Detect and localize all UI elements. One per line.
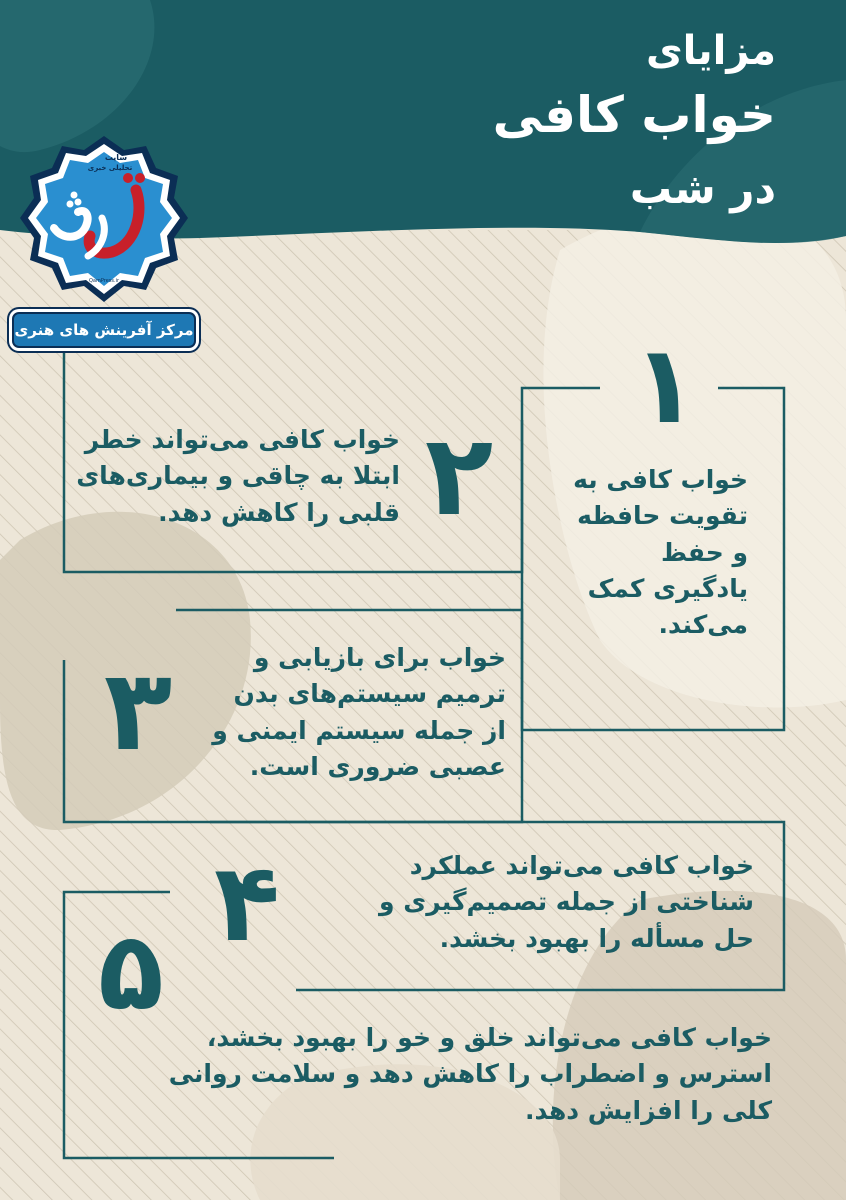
item-5-text [169, 1020, 772, 1129]
item-5-line: کلی را افزایش دهد. [525, 1095, 772, 1125]
item-3-number: ۳ [103, 646, 173, 776]
item-1-line: خواب کافی به [573, 465, 748, 494]
item-1-line: یادگیری کمک [587, 573, 748, 603]
item-5-line: خواب کافی می‌تواند خلق و خو را بهبود بخشد، [206, 1023, 772, 1052]
item-5-line: استرس و اضطراب را کاهش دهد و سلامت روانی [168, 1059, 772, 1089]
item-2-text [76, 422, 400, 531]
item-3-text [212, 640, 506, 785]
item-3-line: خواب برای بازیابی و [253, 643, 506, 672]
item-3-line: عصبی ضروری است. [249, 751, 506, 781]
item-2-number: ۲ [424, 411, 494, 541]
logo-emblem-icon [16, 132, 192, 307]
item-2-line: قلبی را کاهش دهد. [158, 497, 400, 527]
logo-site-text: QamPress.ir [88, 278, 120, 284]
logo-top-text-1: سایت [104, 153, 128, 162]
item-4-text [379, 848, 754, 957]
item-1-line: تقویت حافظه [577, 501, 748, 531]
title-line-1: مزایای [645, 28, 776, 74]
item-4-line: خواب کافی می‌تواند عملکرد [409, 851, 754, 880]
item-5-number: ۵ [98, 909, 164, 1034]
item-4-line: شناختی از جمله تصمیم‌گیری و [379, 887, 754, 917]
qamarpress-logo [16, 132, 192, 307]
item-1-text [573, 462, 748, 643]
item-3-line: ترمیم سیستم‌های بدن [233, 679, 506, 709]
item-3-line: از جمله سیستم ایمنی و [212, 715, 506, 745]
logo-band: مرکز آفرینش های هنری [12, 312, 196, 348]
title-line-3: در شب [629, 164, 776, 213]
item-2-line: ابتلا به چاقی و بیماری‌های [76, 461, 400, 491]
item-4-line: حل مسأله را بهبود بخشد. [439, 923, 754, 953]
item-1-number: ۱ [632, 323, 698, 448]
item-1-line: و حفظ [660, 537, 748, 567]
item-4-number: ۴ [214, 841, 280, 966]
item-2-line: خواب کافی می‌تواند خطر [84, 425, 400, 454]
title-line-2: خواب کافی [492, 86, 776, 144]
item-1-line: می‌کند. [658, 610, 748, 639]
logo-top-text-2: تحلیلی خبری [87, 164, 133, 172]
